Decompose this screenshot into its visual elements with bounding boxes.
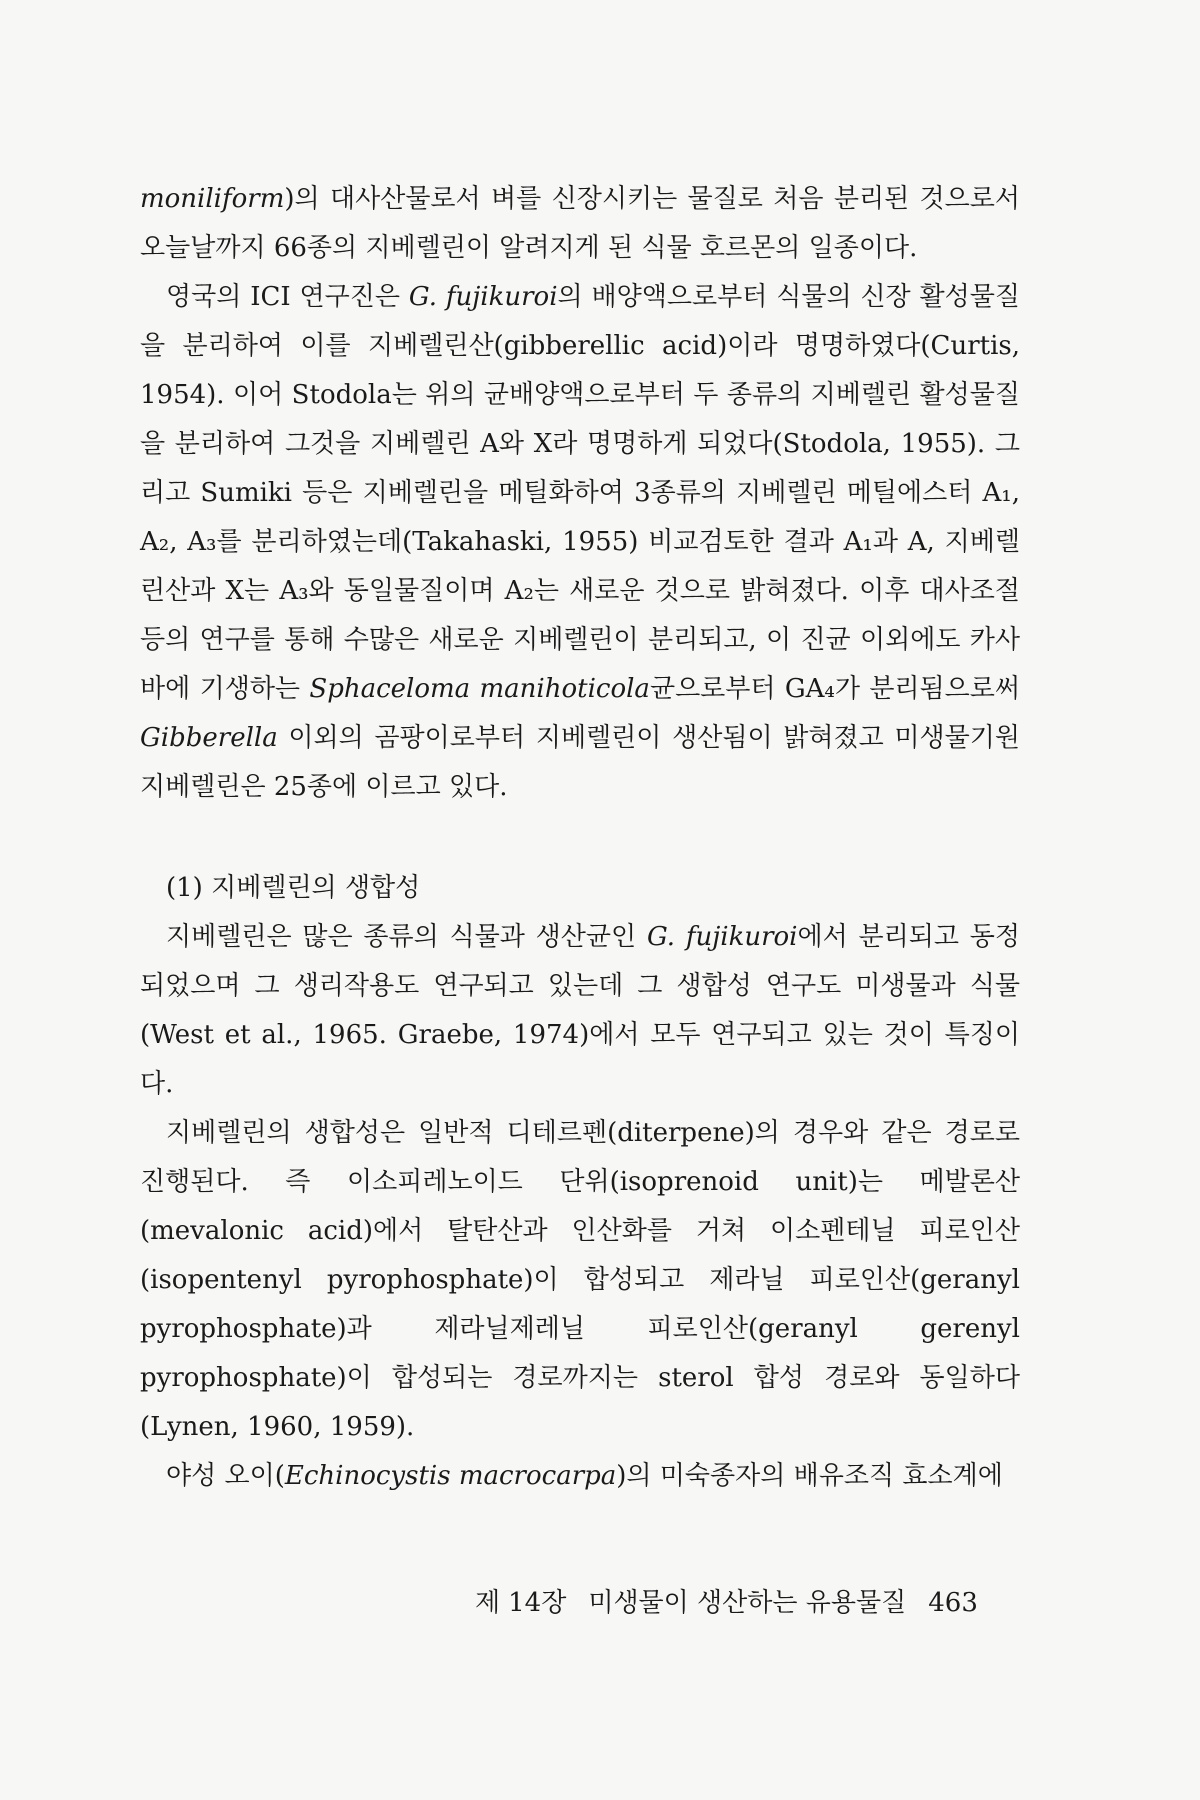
paragraph-intro <box>140 175 1020 273</box>
text-run: 영국의 ICI 연구진은 <box>166 282 409 312</box>
italic-term: moniliform <box>140 184 285 214</box>
paragraph-pathway <box>140 1109 1020 1452</box>
running-footer <box>475 1583 995 1623</box>
text-run: 에서 분리되고 동정되었으며 그 생리작용도 연구되고 있는데 그 생합성 연구도 미생물과 식물(West et al., 1965. Graebe, 1974)에서 모두 연구되고 있는 것이 특징이다. <box>140 922 1020 1099</box>
text-run: 균으로부터 GA₄가 분리됨으로써 <box>649 674 1021 704</box>
chapter-prefix: 제 <box>475 1588 501 1618</box>
text-run: (1) 지베렐린의 생합성 <box>166 873 421 903</box>
text-run: )의 대사산물로서 벼를 신장시키는 물질로 처음 분리된 것으로서 오늘날까지 66종의 지베렐린이 알려지게 된 식물 호르몬의 일종이다. <box>140 184 1020 263</box>
page-number: 463 <box>928 1588 978 1618</box>
italic-term: G. fujikuroi <box>408 282 558 312</box>
chapter-title: 미생물이 생산하는 유용물질 <box>588 1588 907 1618</box>
paragraph-echinocystis <box>140 1452 1020 1501</box>
section-heading <box>140 864 1020 913</box>
text-run: )의 미숙종자의 배유조직 효소계에 <box>616 1461 1003 1491</box>
text-run: 야성 오이( <box>166 1461 285 1491</box>
text-run: 지베렐린은 많은 종류의 식물과 생산균인 <box>166 922 647 952</box>
italic-term: Gibberella <box>140 723 278 753</box>
chapter-number: 14장 <box>508 1588 567 1618</box>
text-run: 지베렐린의 생합성은 일반적 디테르펜(diterpene)의 경우와 같은 경로로 진행된다. 즉 이소피레노이드 단위(isoprenoid unit)는 메발론산(mevalonic acid)에서 탈탄산과 인산화를 거쳐 이소펜테닐 피로인산(isopentenyl pyrophosphate)이 합성되고 제라닐 피로인산(geranyl pyrophosphate)과 제라닐제레닐 피로인산(geranyl gerenyl pyrophosphate)이 합성되는 경로까지는 sterol 합성 경로와 동일하다(Lynen, 1960, 1959). <box>140 1118 1020 1442</box>
paragraph-ici <box>140 273 1020 812</box>
italic-term: G. fujikuroi <box>646 922 798 952</box>
italic-term: Echinocystis macrocarpa <box>284 1461 617 1491</box>
body-text <box>140 175 1020 1501</box>
paragraph-biosynthesis <box>140 913 1020 1109</box>
text-run: 의 배양액으로부터 식물의 신장 활성물질을 분리하여 이를 지베렐린산(gibberellic acid)이라 명명하였다(Curtis, 1954). 이어 Stodola는 위의 균배양액으로부터 두 종류의 지베렐린 활성물질을 분리하여 그것을 지베렐린 A와 X라 명명하게 되었다(Stodola, 1955). 그리고 Sumiki 등은 지베렐린을 메틸화하여 3종류의 지베렐린 메틸에스터 A₁, A₂, A₃를 분리하였는데(Takahaski, 1955) 비교검토한 결과 A₁과 A, 지베렐린산과 X는 A₃와 동일물질이며 A₂는 새로운 것으로 밝혀졌다. 이후 대사조절 등의 연구를 통해 수많은 새로운 지베렐린이 분리되고, 이 진균 이외에도 카사바에 기생하는 <box>140 282 1021 704</box>
text-run: 이외의 곰팡이로부터 지베렐린이 생산됨이 밝혀졌고 미생물기원 지베렐린은 25종에 이르고 있다. <box>140 723 1020 802</box>
italic-term: Sphaceloma manihoticola <box>309 674 650 704</box>
